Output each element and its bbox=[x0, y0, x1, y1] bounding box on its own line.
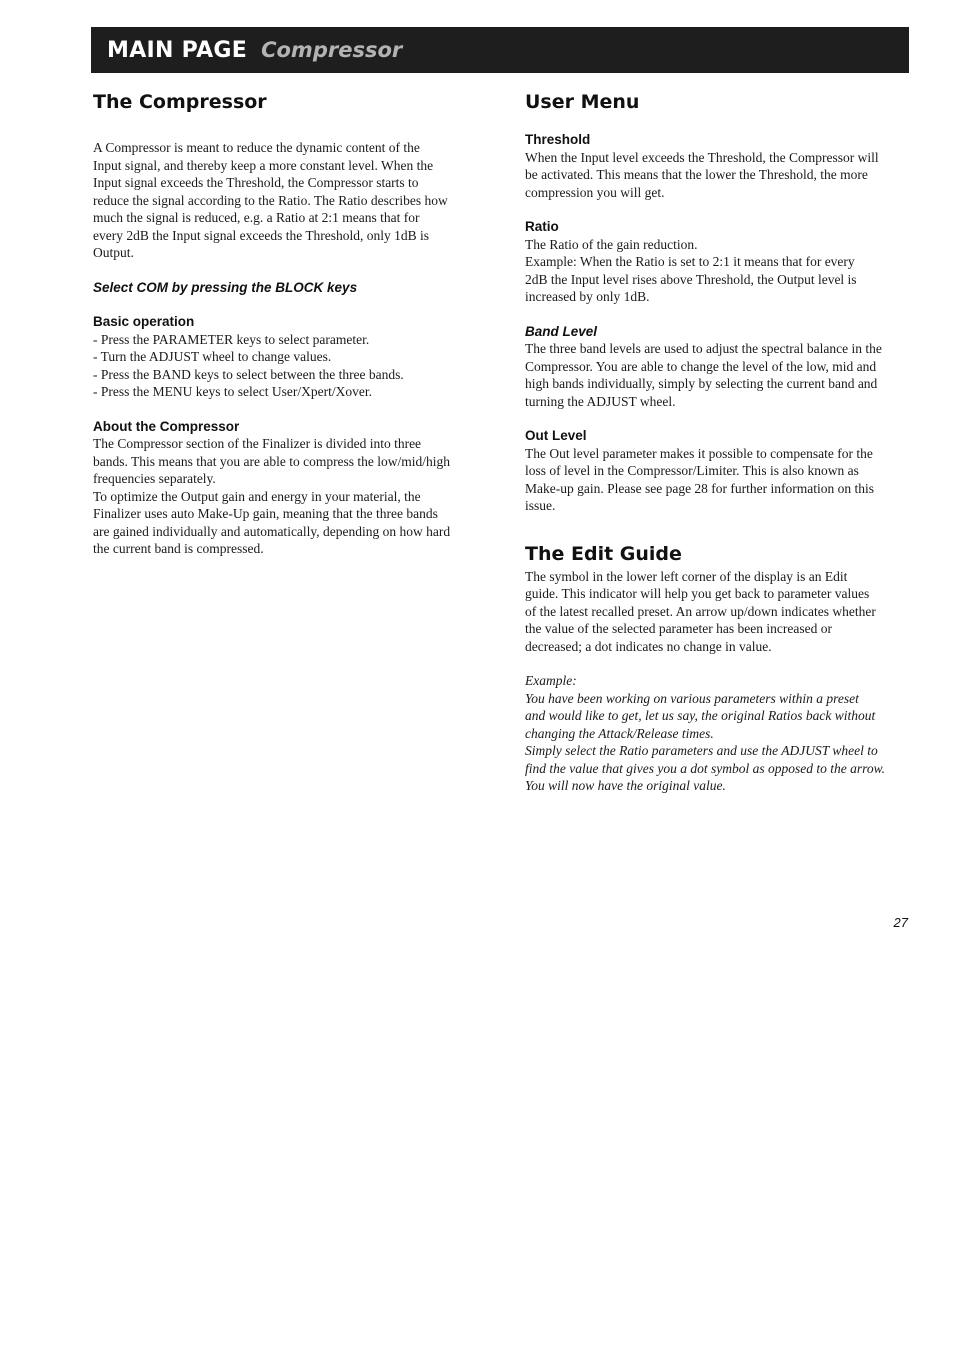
edit-line: decreased; a dot indicates no change in value. bbox=[525, 638, 772, 654]
band-level-text bbox=[525, 340, 909, 410]
list-item: - Turn the ADJUST wheel to change values. bbox=[93, 349, 332, 364]
page-header-title: MAIN PAGE bbox=[107, 37, 248, 63]
threshold-heading: Threshold bbox=[525, 132, 591, 147]
band-line: turning the ADJUST wheel. bbox=[525, 393, 676, 409]
example-line: find the value that gives you a dot symbol as opposed to the arrow. bbox=[525, 760, 885, 776]
about-compressor-heading: About the Compressor bbox=[93, 418, 240, 434]
example-line: You will now have the original value. bbox=[525, 778, 726, 793]
about-line: bands. This means that you are able to compress the low/mid/high bbox=[93, 453, 451, 469]
ratio-line: The Ratio of the gain reduction. bbox=[525, 236, 698, 252]
intro-line: Input signal exceeds the Threshold, the Compressor starts to bbox=[93, 175, 419, 190]
left-column bbox=[93, 88, 477, 558]
edit-guide-text bbox=[525, 568, 909, 656]
edit-line: guide. This indicator will help you get back to parameter values bbox=[525, 586, 870, 601]
ratio-text bbox=[525, 236, 909, 306]
about-line: frequencies separately. bbox=[93, 471, 216, 486]
select-com-note: Select COM by pressing the BLOCK keys bbox=[93, 279, 358, 295]
threshold-text bbox=[525, 149, 909, 202]
band-level-heading: Band Level bbox=[525, 323, 598, 339]
section-heading-edit-guide: The Edit Guide bbox=[525, 542, 682, 565]
threshold-line: compression you will get. bbox=[525, 184, 665, 200]
out-line: The Out level parameter makes it possible to compensate for the bbox=[525, 445, 873, 461]
out-line: loss of level in the Compressor/Limiter. This is also known as bbox=[525, 463, 859, 478]
ratio-line: increased by only 1dB. bbox=[525, 289, 650, 304]
list-item: - Press the PARAMETER keys to select parameter. bbox=[93, 331, 370, 347]
list-item: - Press the MENU keys to select User/Xpert/Xover. bbox=[93, 384, 372, 399]
example-line: You have been working on various parameters within a preset bbox=[525, 690, 859, 706]
compressor-intro bbox=[93, 139, 477, 262]
out-line: issue. bbox=[525, 498, 556, 513]
basic-operation-list bbox=[93, 331, 477, 401]
page-header-subtitle: Compressor bbox=[261, 38, 403, 62]
band-line: The three band levels are used to adjust the spectral balance in the bbox=[525, 341, 882, 356]
threshold-line: When the Input level exceeds the Threshold, the Compressor will bbox=[525, 149, 879, 165]
about-line: The Compressor section of the Finalizer is divided into three bbox=[93, 436, 422, 451]
about-line: Finalizer uses auto Make-Up gain, meaning that the three bands bbox=[93, 506, 438, 521]
intro-line: Output. bbox=[93, 245, 134, 260]
edit-line: The symbol in the lower left corner of the display is an Edit bbox=[525, 568, 848, 584]
example-line: Example: bbox=[525, 673, 577, 688]
page-number: 27 bbox=[893, 915, 908, 930]
out-line: Make-up gain. Please see page 28 for further information on this bbox=[525, 480, 875, 496]
out-level-heading: Out Level bbox=[525, 428, 587, 443]
page-header-banner bbox=[91, 27, 909, 73]
out-level-text bbox=[525, 445, 909, 515]
intro-line: Input signal, and thereby keep a more constant level. When the bbox=[93, 157, 434, 173]
ratio-line: Example: When the Ratio is set to 2:1 it means that for every bbox=[525, 254, 855, 269]
intro-line: every 2dB the Input signal exceeds the Threshold, only 1dB is bbox=[93, 227, 430, 243]
about-compressor-text bbox=[93, 435, 477, 558]
band-line: Compressor. You are able to change the level of the low, mid and bbox=[525, 358, 877, 374]
edit-guide-example bbox=[525, 672, 909, 795]
section-heading-compressor: The Compressor bbox=[93, 91, 267, 113]
about-line: are gained individually and automatically, depending on how hard bbox=[93, 523, 451, 539]
threshold-line: be activated. This means that the lower the Threshold, the more bbox=[525, 167, 868, 182]
right-column bbox=[525, 88, 909, 795]
intro-line: A Compressor is meant to reduce the dynamic content of the bbox=[93, 140, 420, 155]
band-line: high bands individually, simply by selecting the current band and bbox=[525, 376, 878, 391]
list-item: - Press the BAND keys to select between the three bands. bbox=[93, 366, 404, 382]
about-line: To optimize the Output gain and energy in your material, the bbox=[93, 488, 421, 504]
section-heading-user-menu: User Menu bbox=[525, 91, 640, 113]
intro-line: reduce the signal according to the Ratio. The Ratio describes how bbox=[93, 192, 448, 208]
example-line: and would like to get, let us say, the original Ratios back without bbox=[525, 708, 876, 723]
ratio-heading: Ratio bbox=[525, 219, 559, 234]
edit-line: the value of the selected parameter has been increased or bbox=[525, 621, 832, 636]
ratio-line: 2dB the Input level rises above Threshold, the Output level is bbox=[525, 271, 857, 287]
intro-line: much the signal is reduced, e.g. a Ratio at 2:1 means that for bbox=[93, 210, 420, 225]
basic-operation-heading: Basic operation bbox=[93, 314, 195, 329]
example-line: Simply select the Ratio parameters and use the ADJUST wheel to bbox=[525, 743, 878, 758]
edit-line: of the latest recalled preset. An arrow up/down indicates whether bbox=[525, 603, 876, 619]
example-line: changing the Attack/Release times. bbox=[525, 725, 714, 741]
about-line: the current band is compressed. bbox=[93, 541, 264, 556]
